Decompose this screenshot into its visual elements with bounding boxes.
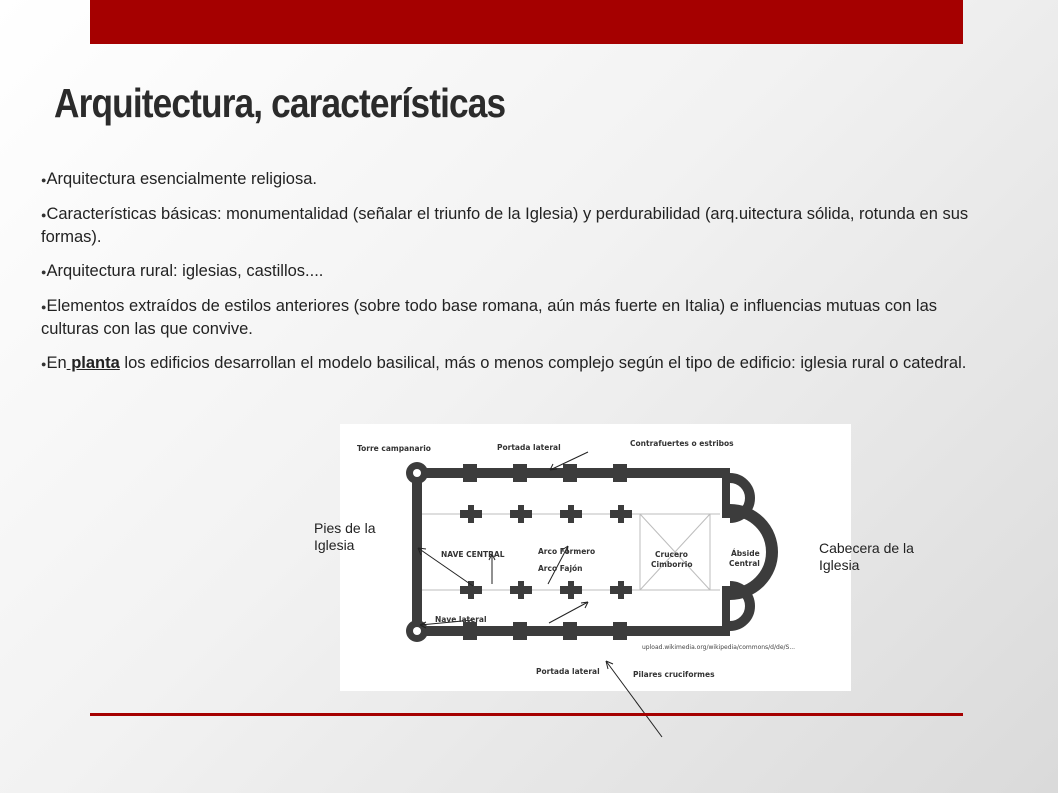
plan-label-buttresses: Contrafuertes o estribos	[630, 439, 734, 448]
planta-link[interactable]: planta	[66, 354, 120, 372]
bottom-accent-rule	[90, 713, 963, 716]
bullet-text-before-link: En	[46, 354, 67, 372]
plan-label-cimborrio: Cimborrio	[651, 560, 693, 569]
plan-label-arco-formero: Arco Formero	[538, 547, 596, 556]
plan-label-tower: Torre campanario	[357, 444, 431, 453]
bullet-text: Elementos extraídos de estilos anteriores (sobre todo base romana, aún más fuerte en Italia) e influencias mutuas con las culturas con las que convive.	[41, 297, 938, 338]
feet-label: Pies de la Iglesia	[314, 520, 376, 553]
bullet-dot: ●	[41, 267, 47, 277]
plan-label-central: Central	[729, 559, 760, 568]
bullet-dot: ●	[41, 175, 47, 185]
plan-label-crucero: Crucero	[655, 550, 688, 559]
plan-label-pillars: Pilares cruciformes	[633, 670, 715, 679]
slide-title: Arquitectura, características	[54, 80, 506, 126]
plan-label-abside: Ábside	[731, 549, 760, 558]
plan-label-portal-top: Portada lateral	[497, 443, 561, 452]
bullet-dot: ●	[41, 210, 47, 220]
bullet-item	[41, 352, 981, 375]
plan-label-nave-lateral: Nave lateral	[435, 615, 487, 624]
bullet-item	[41, 295, 981, 340]
plan-label-arco-fajon: Arco Fajón	[538, 564, 583, 573]
bullet-text: Arquitectura esencialmente religiosa.	[46, 170, 317, 188]
bullet-dot: ●	[41, 302, 47, 312]
plan-source-url: upload.wikimedia.org/wikipedia/commons/d/de/S...	[642, 644, 796, 651]
bullet-list	[41, 168, 981, 387]
head-label: Cabecera de la Iglesia	[819, 540, 914, 573]
bullet-item	[41, 168, 981, 191]
plan-label-portal-bottom: Portada lateral	[536, 667, 600, 676]
bullet-text: Arquitectura rural: iglesias, castillos....	[46, 262, 324, 280]
bullet-item	[41, 260, 981, 283]
plan-label-nave-central: NAVE CENTRAL	[441, 550, 505, 559]
bullet-item	[41, 203, 981, 248]
bullet-dot: ●	[41, 359, 47, 369]
bullet-text-after-link: los edificios desarrollan el modelo basilical, más o menos complejo según el tipo de edificio: iglesia rural o catedral.	[119, 354, 967, 372]
pillars-arrow	[600, 655, 670, 745]
top-accent-bar	[90, 0, 963, 44]
church-floor-plan	[340, 424, 851, 691]
bullet-text: Características básicas: monumentalidad (señalar el triunfo de la Iglesia) y perdurabilidad (arq.uitectura sólida, rotunda en sus formas).	[41, 205, 969, 246]
